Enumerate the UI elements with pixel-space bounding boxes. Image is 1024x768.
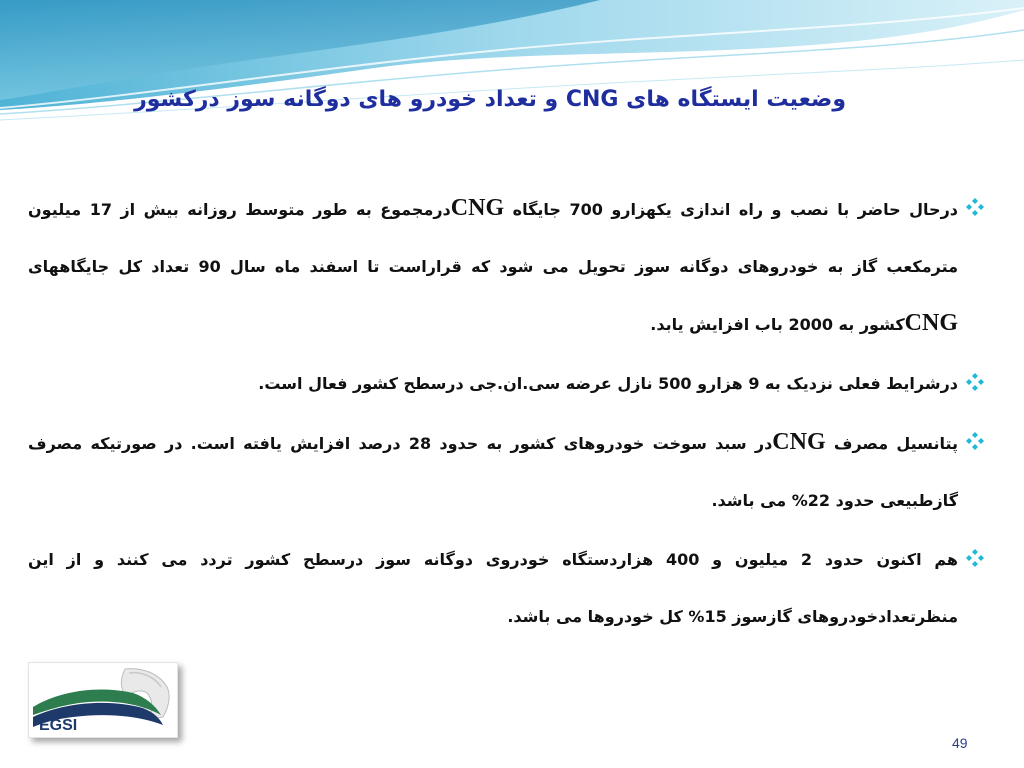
bullet-item xyxy=(28,531,984,645)
bullet-text: درمجموع به طور متوسط روزانه بیش از 17 میلیون مترمکعب گاز به خودروهای دوگانه سوز تحویل می شود که قراراست تا اسفند ماه سال 90 تعداد کل جایگاههای xyxy=(28,200,959,276)
cng-label: CNG xyxy=(904,310,958,336)
bullet-text: پتانسیل مصرف xyxy=(825,434,959,453)
four-diamond-bullet-icon xyxy=(966,373,984,391)
bullet-item xyxy=(28,180,984,353)
logo-text: EGSI xyxy=(39,717,78,734)
egsi-logo xyxy=(28,662,178,738)
bullet-item xyxy=(28,414,984,529)
four-diamond-bullet-icon xyxy=(966,432,984,450)
slide-title: وضعیت ایستگاه های CNG و تعداد خودرو های دوگانه سوز درکشور xyxy=(134,87,846,112)
bullet-text: هم اکنون حدود 2 میلیون و 400 هزاردستگاه خودروی دوگانه سوز درسطح کشور تردد می کنند و از این منظرتعدادخودروهای گازسوز 15% کل خودروها می باشد. xyxy=(28,550,958,626)
bullet-list xyxy=(28,180,984,647)
page-number: 49 xyxy=(952,735,968,751)
bullet-text: کشور به 2000 باب افزایش یابد. xyxy=(650,315,905,334)
cng-label: CNG xyxy=(772,429,826,455)
four-diamond-bullet-icon xyxy=(966,198,984,216)
four-diamond-bullet-icon xyxy=(966,549,984,567)
bullet-item xyxy=(28,355,984,412)
bullet-text: درشرایط فعلی نزدیک به 9 هزارو 500 نازل عرضه سی.ان.جی درسطح کشور فعال است. xyxy=(258,374,958,393)
egsi-logo-graphic xyxy=(29,663,177,737)
cng-label: CNG xyxy=(450,195,505,221)
bullet-text: درحال حاضر با نصب و راه اندازی یکهزارو 700 جایگاه xyxy=(504,200,959,219)
bullet-text: در سبد سوخت خودروهای کشور به حدود 28 درصد افزایش یافته است. در صورتیکه مصرف گازطبیعی حدود 22% می باشد. xyxy=(28,434,958,510)
